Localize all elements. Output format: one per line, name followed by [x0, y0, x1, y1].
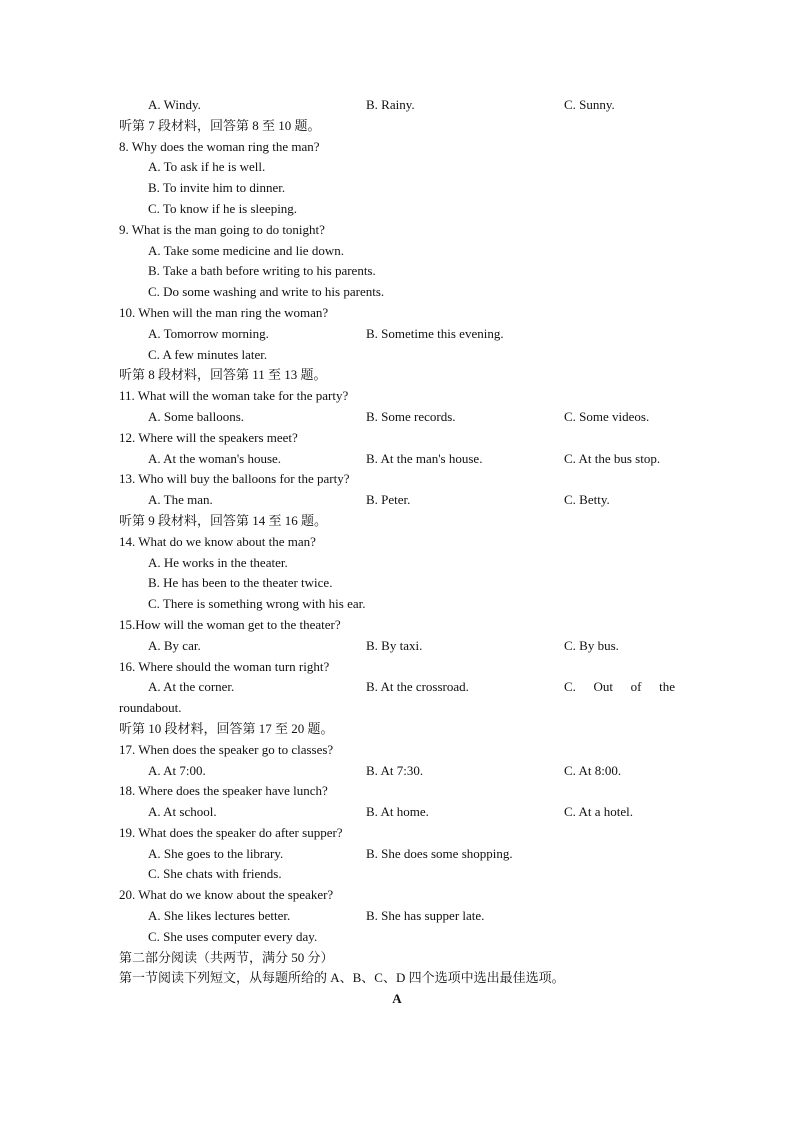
exam-page [0, 95, 794, 1010]
section-heading: 听第 9 段材料，回答第 14 至 16 题。 [119, 512, 328, 528]
option-a: A. At school. [148, 804, 217, 820]
text-line [0, 386, 794, 407]
option-c: C. By bus. [564, 637, 619, 653]
option-a: A. At 7:00. [148, 762, 206, 778]
option-a: C. There is something wrong with his ear. [148, 596, 366, 612]
option-a: A. He works in the theater. [148, 554, 288, 570]
option-a: A. At the corner. [148, 679, 235, 695]
text-line [0, 740, 794, 761]
text-line [0, 345, 794, 366]
text-line [0, 261, 794, 282]
question-text: 12. Where will the speakers meet? [119, 429, 298, 445]
option-b: B. Sometime this evening. [366, 325, 504, 341]
option-c-word: the [659, 679, 675, 695]
option-a: A. By car. [148, 637, 201, 653]
text-line [0, 469, 794, 490]
option-continuation: roundabout. [119, 700, 182, 716]
option-a: A. She goes to the library. [148, 845, 284, 861]
text-line [0, 948, 794, 969]
text-line [0, 906, 794, 927]
text-line [0, 303, 794, 324]
question-text: 18. Where does the speaker have lunch? [119, 783, 328, 799]
passage-label: A [392, 991, 402, 1007]
text-line [0, 241, 794, 262]
text-line [0, 282, 794, 303]
text-line [0, 844, 794, 865]
question-text: 20. What do we know about the speaker? [119, 887, 334, 903]
option-a: C. She chats with friends. [148, 866, 282, 882]
text-line [0, 615, 794, 636]
text-line [0, 553, 794, 574]
question-text: 13. Who will buy the balloons for the party? [119, 471, 350, 487]
text-line [0, 428, 794, 449]
text-line [0, 657, 794, 678]
text-line [0, 324, 794, 345]
option-a: A. She likes lectures better. [148, 908, 291, 924]
text-line [0, 573, 794, 594]
question-text: 14. What do we know about the man? [119, 533, 316, 549]
text-line [0, 594, 794, 615]
question-text: 17. When does the speaker go to classes? [119, 741, 334, 757]
option-a: A. Some balloons. [148, 408, 245, 424]
option-a: B. To invite him to dinner. [148, 180, 286, 196]
option-b: B. She does some shopping. [366, 845, 513, 861]
question-text: 19. What does the speaker do after supper? [119, 824, 343, 840]
option-b: B. At the crossroad. [366, 679, 469, 695]
option-a: C. To know if he is sleeping. [148, 200, 298, 216]
option-c: C. At the bus stop. [564, 450, 661, 466]
text-line [0, 178, 794, 199]
option-b: B. At 7:30. [366, 762, 424, 778]
text-line [0, 698, 794, 719]
question-text: 15.How will the woman get to the theater? [119, 616, 341, 632]
option-b: B. At home. [366, 804, 429, 820]
text-line [0, 968, 794, 989]
section-heading: 第二部分阅读（共两节，满分 50 分） [119, 949, 334, 965]
option-b: B. By taxi. [366, 637, 423, 653]
option-a: A. Take some medicine and lie down. [148, 242, 344, 258]
section-heading: 听第 7 段材料，回答第 8 至 10 题。 [119, 117, 321, 133]
option-a: C. Do some washing and write to his parents. [148, 284, 385, 300]
text-line [0, 116, 794, 137]
option-c-word: Out [593, 679, 614, 695]
option-a: A. At the woman's house. [148, 450, 282, 466]
question-text: 16. Where should the woman turn right? [119, 658, 330, 674]
text-line [0, 761, 794, 782]
option-b: B. At the man's house. [366, 450, 483, 466]
section-heading: 听第 8 段材料，回答第 11 至 13 题。 [119, 367, 327, 383]
option-a: C. She uses computer every day. [148, 928, 318, 944]
option-a: A. Windy. [148, 97, 201, 112]
text-line [0, 511, 794, 532]
text-line [0, 365, 794, 386]
text-line [0, 157, 794, 178]
option-a: B. He has been to the theater twice. [148, 575, 333, 591]
option-b: B. She has supper late. [366, 908, 485, 924]
text-line [0, 864, 794, 885]
option-c-word: of [630, 679, 642, 695]
question-text: 11. What will the woman take for the party? [119, 388, 349, 404]
option-b: B. Some records. [366, 408, 456, 424]
text-line [0, 532, 794, 553]
option-a: A. The man. [148, 492, 213, 508]
text-line [0, 885, 794, 906]
option-a: A. To ask if he is well. [148, 159, 266, 175]
option-c: C. Betty. [564, 492, 610, 508]
text-line [0, 490, 794, 511]
option-a: B. Take a bath before writing to his parents. [148, 263, 376, 279]
option-c: C. At a hotel. [564, 804, 633, 820]
section-heading: 第一节阅读下列短文，从每题所给的 A、B、C、D 四个选项中选出最佳选项。 [119, 970, 565, 986]
text-line [0, 823, 794, 844]
question-text: 9. What is the man going to do tonight? [119, 221, 325, 237]
text-line [0, 407, 794, 428]
option-c: C. Some videos. [564, 408, 650, 424]
option-b: B. Peter. [366, 492, 411, 508]
text-line [0, 989, 794, 1010]
text-line [0, 449, 794, 470]
option-c: C. At 8:00. [564, 762, 622, 778]
option-a: A. Tomorrow morning. [148, 325, 269, 341]
text-line [0, 220, 794, 241]
option-c: C. Sunny. [564, 97, 615, 112]
text-line [0, 636, 794, 657]
question-text: 10. When will the man ring the woman? [119, 304, 329, 320]
option-a: C. A few minutes later. [148, 346, 268, 362]
option-c [564, 677, 675, 698]
option-b: B. Rainy. [366, 97, 415, 112]
section-heading: 听第 10 段材料，回答第 17 至 20 题。 [119, 720, 334, 736]
text-line [0, 719, 794, 740]
text-line [0, 137, 794, 158]
text-line [0, 802, 794, 823]
text-line [0, 95, 794, 116]
text-line [0, 199, 794, 220]
text-line [0, 781, 794, 802]
question-text: 8. Why does the woman ring the man? [119, 138, 320, 154]
option-c-word: C. [564, 679, 576, 695]
text-line [0, 677, 794, 698]
text-line [0, 927, 794, 948]
